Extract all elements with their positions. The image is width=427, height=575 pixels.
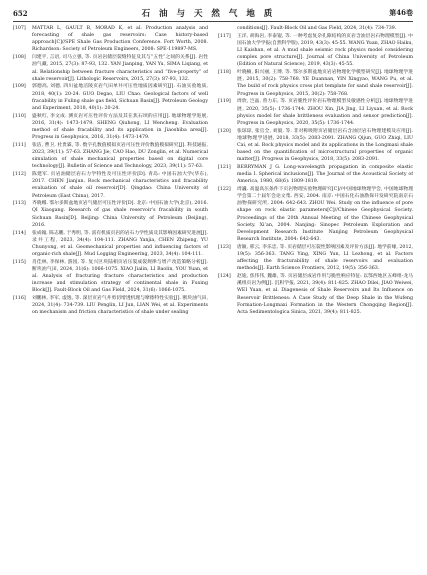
reference-number: [112] xyxy=(13,172,26,178)
reference-number: [123] xyxy=(218,244,231,250)
reference-entry xyxy=(218,69,413,98)
reference-number: [109] xyxy=(13,84,26,90)
references-right-column xyxy=(218,25,413,570)
reference-text: 周巍. 高温高压条件下页岩物理实验物理研究[C]//中国地球物理学会, 中国地球物理学会第二十届年会论文集. 西安, 2004. 南京: 中国石化石油勘探开发研究院南京石油物探研究所, 2004: 642-643. ZHOU Wei. Study on the influence of pore shape on rock elastic parameters[C]//Chinese Geophysical Society. Proceedings of the 20th Annual Meeting of the Chinese Geophysical Society. Xi’an, 2004. Nanjing: Sinopec Petroleum Exploration and Development Research Institute Nanjing Petroleum Geophysical Research Institute, 2004: 642-643. xyxy=(237,187,413,243)
reference-text: 肖佳林, 李保林, 游园, 等. 复兴区块陆相页岩压裂成裂规律与增产改造策略分析[J]. 断块油气田, 2024, 31(6): 1066-1075. XIAO Jialin, LI Baolin, YOU Yuan, et al. Analysis of fracturing fracture characteristics and production increase and stimulation strategy of continental shale in Fuxing Block[J]. Fault-Block Oil and Gas Field, 2024, 31(6): 1066-1075. xyxy=(32,259,208,294)
journal-title: 石 油 与 天 然 气 地 质 xyxy=(141,9,276,19)
reference-number: [118] xyxy=(218,70,231,76)
reference-entry xyxy=(13,54,208,83)
reference-entry xyxy=(218,33,413,69)
reference-number: [107] xyxy=(13,26,26,31)
reference-number: [115] xyxy=(13,259,26,265)
reference-text: 赵迪, 焦伟伟, 魏雄, 等. 页岩储层成岩作用与脆性响应特征: 以鄂西地区五峰组-龙马溪组页岩为例[J]. 沉积学报, 2021, 39(4): 811-825. ZHAO Dilei, JIAO Weiwei, WEI Yuan, et al. Diagenesis of Shale Reservoirs and Its Influence on Reservoir Brittleness: A Case Study of the Deep Shale in the Wufeng Formation-Longmaxi Formation in the Western Chongqing Region[J]. Acta Sedimentologica Sinica, 2021, 39(4): 811-825. xyxy=(237,274,413,315)
reference-text: 闫建平, 言语, 司马立强, 等. 页岩岩储层裂缝特征及其与“五性”之间的关系[J]. 岩性油气藏, 2015, 27(3): 87-93, 132. YAN Jianping, YAN Yu, SIMA Liqiang, et al. Relationship between fracture characteristics and “five-property” of shale reservoir[J]. Lithologic Reservoirs, 2015, 27(3): 87-93, 132. xyxy=(32,55,208,82)
reference-text: 盛秋红, 李文成. 测页岩可压性评价方法及其在焦石坝的应用[J]. 地球物理学进展, 2016, 31(4): 1473-1479. SHENG Qiuhong, LI Wencheng. Evaluation method of shale fracability and its application in Jiaoshiba area[J]. Progress in Geophysics, 2016, 31(4): 1473-1479. xyxy=(32,113,208,141)
reference-text: BERRYMAN J G. Long-wavelength propagation in composite elastic media I. Spherical inclusions[J]. The Journal of the Acoustical Society of America, 1980, 68(6): 1809-1819. xyxy=(237,164,413,185)
reference-number: [122] xyxy=(218,187,231,192)
reference-entry xyxy=(13,295,208,316)
reference-number: [108] xyxy=(13,55,26,61)
reference-entry xyxy=(218,98,413,127)
reference-number: [113] xyxy=(13,201,26,207)
reference-number: [119] xyxy=(218,99,231,105)
reference-text: 郭德高, 刘德, 四川盆地涪陵页岩气田单井可压性地质因素研究[J]. 石油实验地质, 2018, 40(1): 20-24. GUO Degao, LIU Chao. Geological factors of well fracability in Fuling shale gas field, Sichuan Basin[J]. Petroleum Geology and Experiment, 2018, 40(1): 20-24. xyxy=(32,84,208,111)
reference-text: 王洋, 胡海岩, 李泰锟, 等. 一种考虑复杂孔隙结构的页岩含油层岩石物理模型[J]. 中国石油大学学报(自然科学版), 2019, 43(3): 45-55. WANG Yuan, ZHAO Haiku, LI Kaishan, et al. A mud shale seismic rock physics model considering complex pore structure[J]. Journal of China University of Petroleum (Edition of Natural Science), 2019, 43(3): 45-55. xyxy=(237,33,413,68)
reference-entry xyxy=(13,171,208,200)
reference-text: 周欣, 岂晶, 曾力东, 等. 页岩脆性评价岩石物理模型及敏感性分析[J]. 地球物理学进展, 2020, 35(5): 1736-1744. ZHOU Xin, JIA Jing, LI Liyuan, et al. Rock physics model for shale brittleness evaluation and sensor prediction[J]. Progress in Geophysics, 2020, 35(5): 1736-1744. xyxy=(237,99,413,126)
reference-columns xyxy=(13,25,413,570)
reference-number: [114] xyxy=(13,230,26,236)
reference-text: 陈建军. 页岩油储层岩石力学特性及可压性评价[D]. 青岛: 中国石油大学(华东), 2017. CHEN Jianjun. Rock mechanical characteristics and fracability evaluation of shale oil reservoir[D]. Qingdao: China University of Petroleum (East China), 2017. xyxy=(32,172,208,199)
reference-text: conditions[J]. Fault-Block Oil and Gas Field, 2024, 31(4): 734-739. xyxy=(237,26,397,31)
reference-entry xyxy=(218,25,413,32)
reference-text: 唐颖, 邢云, 李乐忠, 等. 页岩储层可压裂性影响因素及评价方法[J]. 地学前缘, 2012, 19(5): 356-363. TANG Ying, XING Yun, LI Lezhong, et al. Factors affecting the fracturability of shale reservoirs and evaluation methods[J]. Earth Science Frontiers, 2012, 19(5): 356-363. xyxy=(237,244,413,272)
reference-number: [110] xyxy=(13,113,26,119)
reference-text: 刘鹏林, 李军, 虚逸, 等. 深层页岩气井剪切增透机理与摩擦特性实验[J]. 断块油气田, 2024, 31(4): 734-739. LIU Penglin, LI Jun, LIAN Wei, et al. Experiments on mechanism and friction characteristics of shale under sealing xyxy=(32,296,208,316)
reference-text: 叶晓楠, 阳兴丽, 王博, 等. 鄂尔多斯盆地页岩岩物理化学模型研究[J]. 地球物理学进展, 2015, 30(2): 758-768. YE Duannan, YIN Xingyao, WANG Pu, et al. The build of rock physics cross plot template for sand shale reservoir[J]. Progress in Geophysics, 2015, 30(2): 758-768. xyxy=(237,70,413,97)
volume-label: 第46卷 xyxy=(389,8,413,17)
reference-number: [121] xyxy=(218,164,231,170)
reference-text: 张琼琼, 张官全, 刘毅, 等. 非对称吸附页岩储层岩石含油层岩石物理建模及应用[J]. 地球物理学进展, 2018, 33(5): 2083-2091. ZHANG Qijun, GUO Zhiqi, LIU Cai, et al. Rock physics model and its applications in the Longmaxi shale based on the quantification of microstructural properties of organic matter[J]. Progress in Geophysics, 2018, 33(5): 2083-2091. xyxy=(237,128,413,163)
reference-entry xyxy=(218,164,413,185)
reference-entry xyxy=(13,83,208,112)
reference-entry xyxy=(218,273,413,316)
reference-text: MATTAR L, GAULT B, MORAD K, et al. Production analysis and forecasting of shale gas reservoirs: Case history-based approach[C]//SPE Shale Gas Production Conference. Fort Worth, 2008. Richardson: Society of Petroleum Engineers, 2008: SPE-119897-MS. xyxy=(32,26,208,53)
reference-text: 齐晓娜. 鄂尔多斯盆地页岩气储层可压性评价[D]. 北京: 中国石油大学(北京), 2016. QI Xiaogang. Research of gas shale reservoir’s fracability in south Sichuan Basin[D]. Beijing: China University of Petroleum (Beijing), 2016. xyxy=(32,201,208,228)
reference-entry xyxy=(13,259,208,295)
reference-entry xyxy=(218,244,413,273)
reference-entry xyxy=(218,128,413,164)
reference-entry xyxy=(13,25,208,54)
reference-entry xyxy=(13,200,208,229)
reference-number: [117] xyxy=(218,33,231,39)
page-number: 652 xyxy=(13,8,28,18)
reference-number: [111] xyxy=(13,142,26,148)
reference-number: [120] xyxy=(218,128,231,134)
reference-text: 张成翰, 陈志鹏, 于秀明, 等. 富有机质页岩的岩石力学性质及其影响因素研究进展[J]. 录井工程, 2023, 34(4): 104-111. ZHANG Yanjia, CHEN Zhipeng, YU Chunyong, et al. Geomechanical properties and influencing factors of organic-rich shale[J]. Mud Logging Engineering, 2023, 34(4): 104-111. xyxy=(32,230,208,257)
references-left-column xyxy=(13,25,208,570)
reference-entry xyxy=(13,230,208,259)
reference-number: [124] xyxy=(218,274,231,280)
reference-text: 张洁, 曹卫, 杜贵霖, 等. 数字孔数值模拟页岩可压性评价数值模拟研究[J]. 科技通报, 2023, 39(11): 57-63. ZHANG Jie, CAO Hao, DU Zonglin, et al. Numerical simulation of shale mechanical properties based on digital core technology[J]. Bulletin of Science and Technology, 2023, 39(11): 57-63. xyxy=(32,142,208,170)
reference-number: [116] xyxy=(13,296,26,302)
reference-entry xyxy=(13,113,208,142)
reference-entry xyxy=(13,142,208,171)
header-rule xyxy=(13,21,413,22)
reference-entry xyxy=(218,186,413,243)
page-header xyxy=(13,6,413,20)
